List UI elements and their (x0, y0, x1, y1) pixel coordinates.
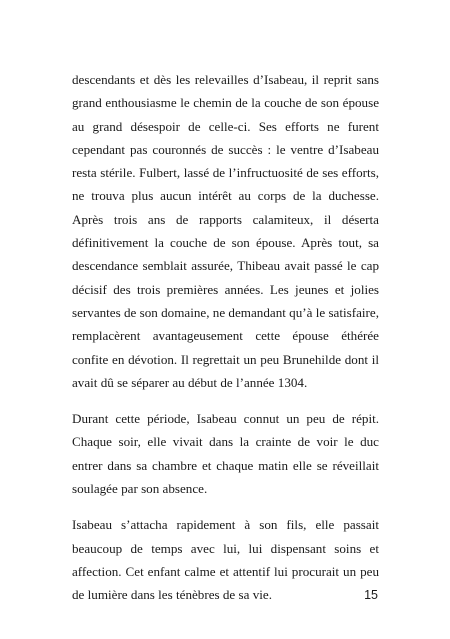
paragraph-1: descendants et dès les relevailles d’Isabeau, il reprit sans grand enthousiasme le chemin de la couche de son épouse au grand désespoir de celle-ci. Ses efforts ne furent cependant pas couronnés de succès : le ventre d’Isabeau resta stérile. Fulbert, lassé de l’infructuosité de ses efforts, ne trouva plus aucun intérêt au corps de la duchesse. Après trois ans de rapports calamiteux, il déserta définitivement la couche de son épouse. Après tout, sa descendance semblait assurée, Thibeau avait passé le cap décisif des trois premières années. Les jeunes et jolies servantes de son domaine, ne demandant qu’à le satisfaire, remplacèrent avantageusement cette épouse éthérée confite en dévotion. Il regrettait un peu Brunehilde dont il avait dû se séparer au début de l’année 1304. (72, 72, 379, 390)
paragraph-2: Durant cette période, Isabeau connut un peu de répit. Chaque soir, elle vivait dans la crainte de voir le duc entrer dans sa chambre et chaque matin elle se réveillait soulagée par son absence. (72, 411, 379, 497)
page-body (72, 68, 379, 620)
paragraph-3: Isabeau s’attacha rapidement à son fils, elle passait beaucoup de temps avec lui, lui dispensant soins et affection. Cet enfant calme et attentif lui procurait un peu de lumière dans les ténèbres de sa vie. (72, 517, 379, 603)
page-number: 15 (364, 588, 378, 602)
